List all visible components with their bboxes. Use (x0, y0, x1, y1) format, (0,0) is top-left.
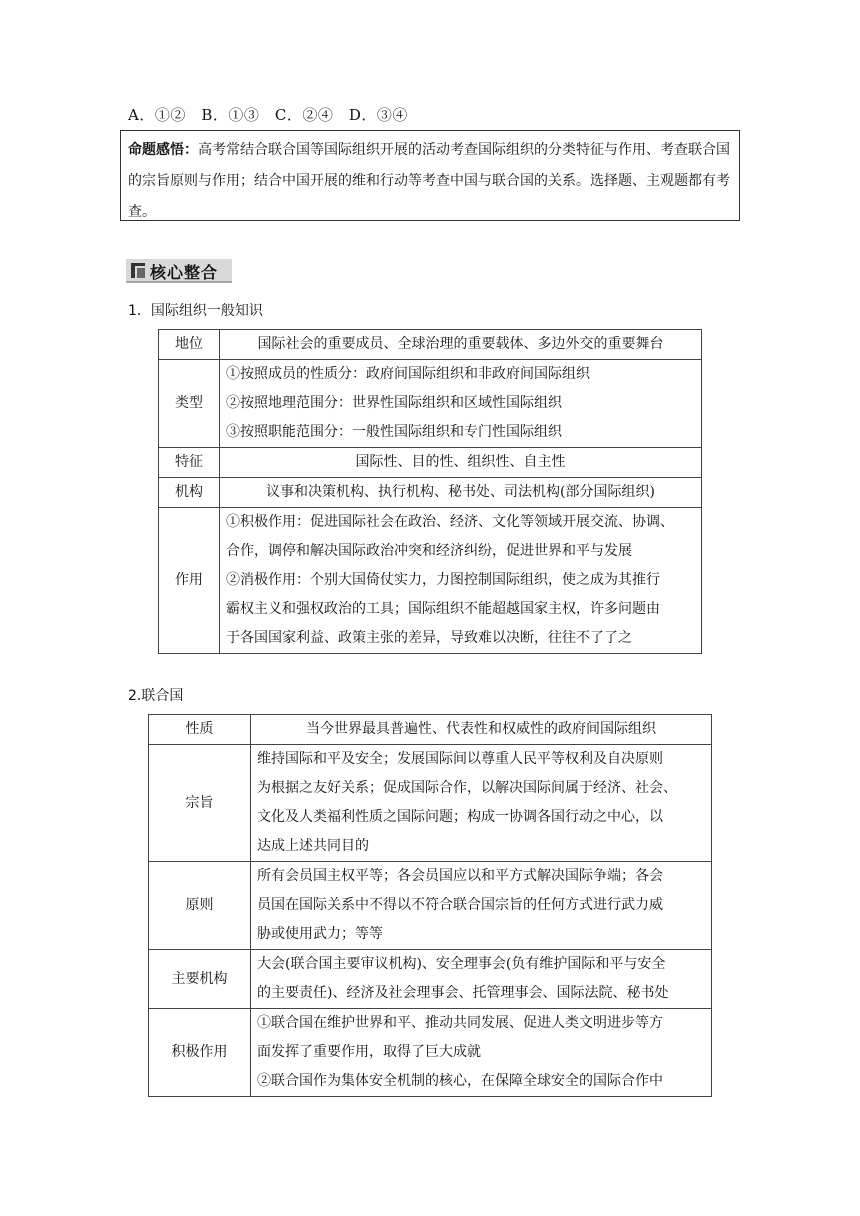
row-key: 主要机构 (149, 950, 251, 1009)
table-united-nations (148, 714, 712, 1097)
row-value: ①按照成员的性质分：政府间国际组织和非政府间国际组织 ②按照地理范围分：世界性国际组织和区域性国际组织 ③按照职能范围分：一般性国际组织和专门性国际组织 (220, 360, 702, 448)
row-key: 原则 (149, 862, 251, 950)
row-key: 性质 (149, 715, 251, 745)
table-row (159, 448, 702, 478)
row-value: 维持国际和平及安全；发展国际间以尊重人民平等权利及自决原则 为根据之友好关系；促成国际合作，以解决国际间属于经济、社会、 文化及人类福利性质之国际问题；构成一协调各国行动之中心，以 达成上述共同目的 (251, 745, 712, 862)
insight-label: 命题感悟： (128, 142, 198, 158)
row-key: 特征 (159, 448, 220, 478)
section-header (126, 259, 232, 283)
table-international-organizations (158, 329, 702, 654)
row-key: 作用 (159, 508, 220, 654)
table-row (149, 1009, 712, 1097)
heading-international-organizations: 1．国际组织一般知识 (128, 303, 263, 319)
row-key: 类型 (159, 360, 220, 448)
table-row (149, 950, 712, 1009)
table-row (149, 745, 712, 862)
insight-text: 高考常结合联合国等国际组织开展的活动考查国际组织的分类特征与作用、考查联合国的宗旨原则与作用；结合中国开展的维和行动等考查中国与联合国的关系。选择题、主观题都有考查。 (128, 142, 730, 220)
row-key: 地位 (159, 330, 220, 360)
row-value: ①联合国在维护世界和平、推动共同发展、促进人类文明进步等方 面发挥了重要作用，取得了巨大成就 ②联合国作为集体安全机制的核心，在保障全球安全的国际合作中 (251, 1009, 712, 1097)
section-title: 核心整合 (150, 263, 219, 282)
row-key: 宗旨 (149, 745, 251, 862)
table-row (159, 478, 702, 508)
row-value: 大会(联合国主要审议机构)、安全理事会(负有维护国际和平与安全 的主要责任)、经济及社会理事会、托管理事会、国际法院、秘书处 (251, 950, 712, 1009)
insight-box (120, 130, 740, 221)
row-value: 当今世界最具普遍性、代表性和权威性的政府间国际组织 (251, 715, 712, 745)
table-row (149, 862, 712, 950)
row-key: 积极作用 (149, 1009, 251, 1097)
row-value: 议事和决策机构、执行机构、秘书处、司法机构(部分国际组织) (220, 478, 702, 508)
answer-options: A．①② B．①③ C．②④ D．③④ (128, 106, 408, 124)
table-row (159, 330, 702, 360)
row-value: 国际社会的重要成员、全球治理的重要载体、多边外交的重要舞台 (220, 330, 702, 360)
table-row (149, 715, 712, 745)
table-row (159, 360, 702, 448)
row-value: ①积极作用：促进国际社会在政治、经济、文化等领域开展交流、协调、 合作，调停和解决国际政治冲突和经济纠纷，促进世界和平与发展 ②消极作用：个别大国倚仗实力，力图控制国际组织，使之成为其推行 霸权主义和强权政治的工具；国际组织不能超越国家主权，许多问题由 于各国国家利益、政策主张的差异，导致难以决断，往往不了了之 (220, 508, 702, 654)
row-value: 国际性、目的性、组织性、自主性 (220, 448, 702, 478)
row-value: 所有会员国主权平等；各会员国应以和平方式解决国际争端；各会 员国在国际关系中不得以不符合联合国宗旨的任何方式进行武力威 胁或使用武力；等等 (251, 862, 712, 950)
section-marker-icon (131, 263, 145, 278)
row-key: 机构 (159, 478, 220, 508)
table-row (159, 508, 702, 654)
heading-united-nations: 2.联合国 (128, 688, 184, 704)
